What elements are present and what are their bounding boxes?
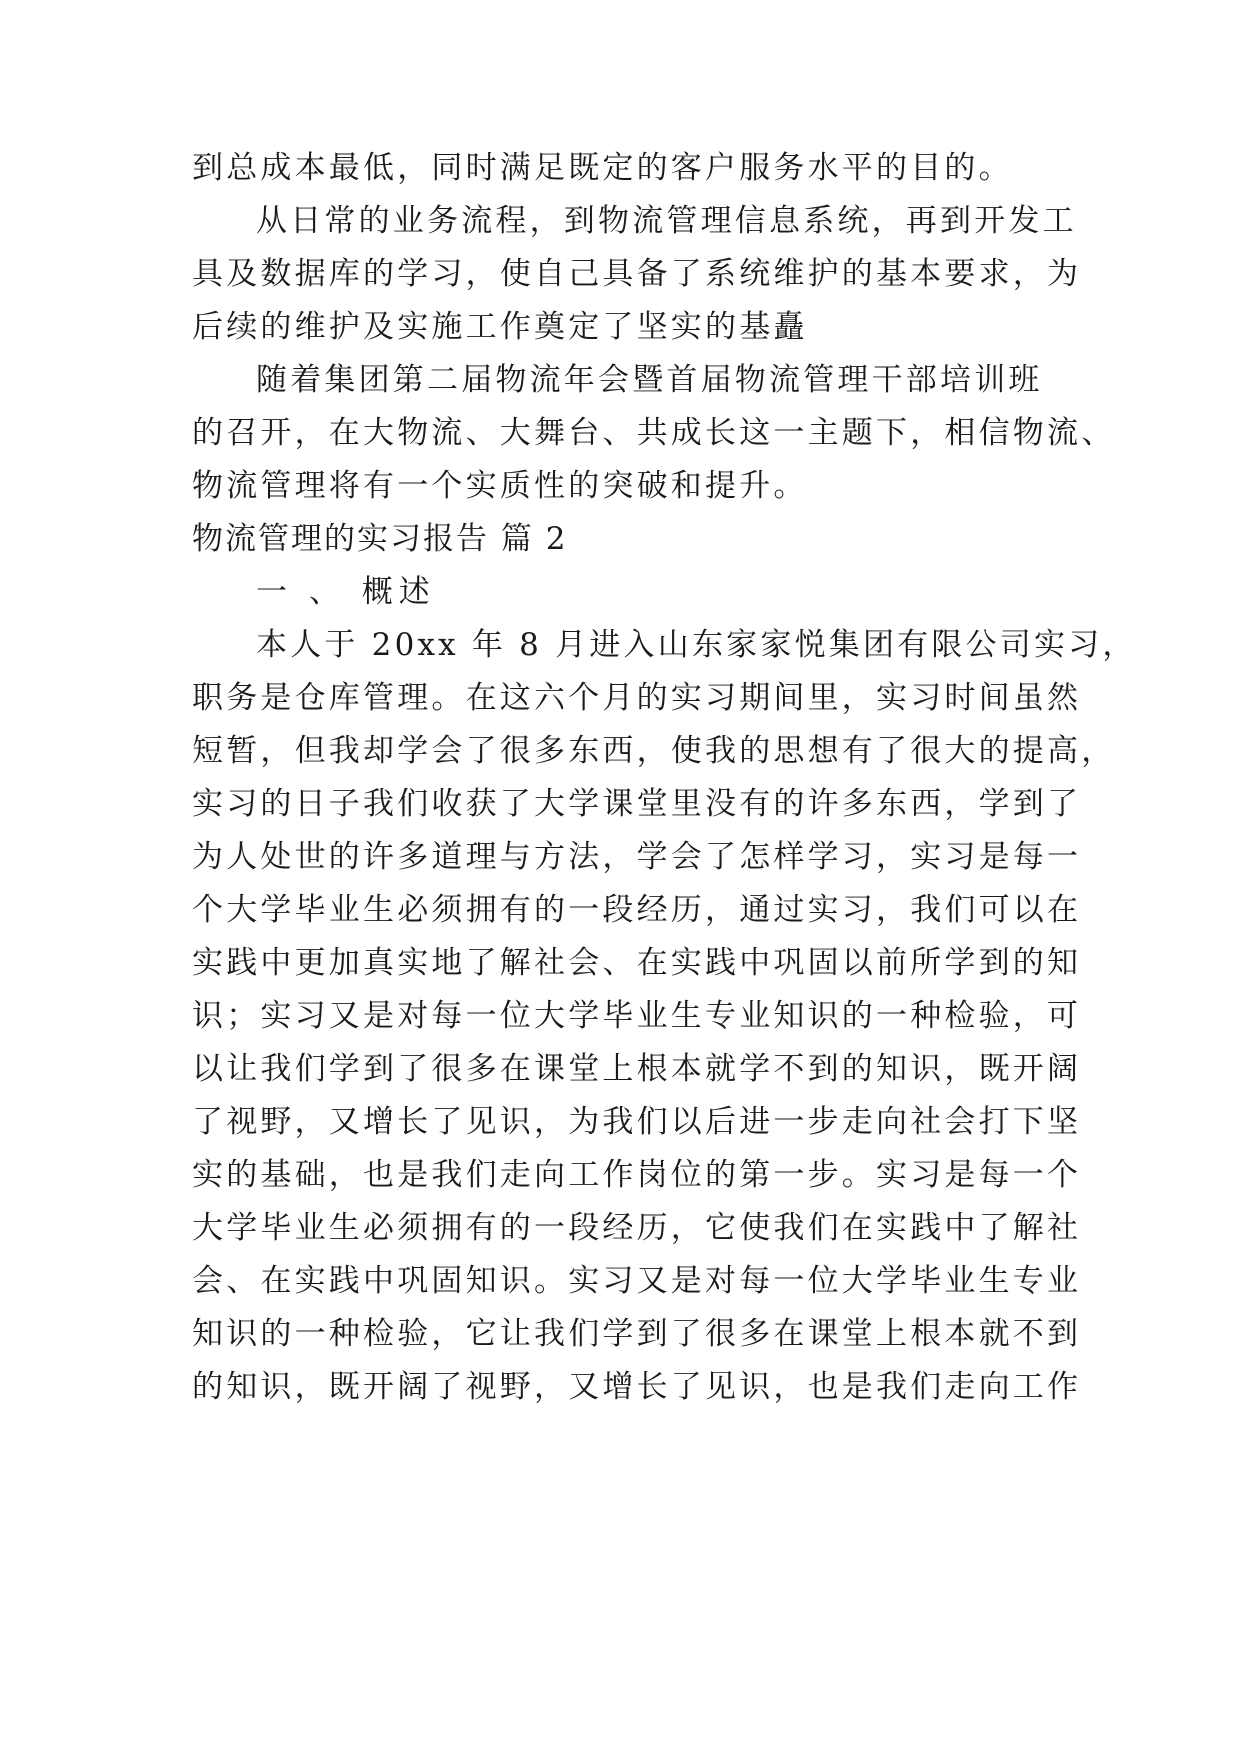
text-line: 后续的维护及实施工作奠定了坚实的基矗 bbox=[192, 309, 808, 345]
text-line: 的知识，既开阔了视野，又增长了见识，也是我们走向工作 bbox=[192, 1369, 1082, 1405]
text-line: 从日常的业务流程，到物流管理信息系统，再到开发工 bbox=[256, 203, 1077, 239]
text-line: 短暂，但我却学会了很多东西，使我的思想有了很大的提高， bbox=[192, 733, 1116, 769]
text-line: 实践中更加真实地了解社会、在实践中巩固以前所学到的知 bbox=[192, 945, 1082, 981]
section-title: 物流管理的实习报告 篇 2 bbox=[192, 521, 568, 557]
subsection-title: 一 、 概述 bbox=[256, 574, 436, 610]
text-line: 物流管理将有一个实质性的突破和提升。 bbox=[192, 468, 808, 504]
text-line: 实的基础，也是我们走向工作岗位的第一步。实习是每一个 bbox=[192, 1157, 1082, 1193]
text-line: 以让我们学到了很多在课堂上根本就学不到的知识，既开阔 bbox=[192, 1051, 1082, 1087]
text-line: 职务是仓库管理。在这六个月的实习期间里，实习时间虽然 bbox=[192, 680, 1082, 716]
text-line: 具及数据库的学习，使自己具备了系统维护的基本要求，为 bbox=[192, 256, 1082, 292]
text-line: 知识的一种检验，它让我们学到了很多在课堂上根本就不到 bbox=[192, 1316, 1082, 1352]
text-line: 识；实习又是对每一位大学毕业生专业知识的一种检验，可 bbox=[192, 998, 1082, 1034]
text-line: 了视野，又增长了见识，为我们以后进一步走向社会打下坚 bbox=[192, 1104, 1082, 1140]
text-line: 个大学毕业生必须拥有的一段经历，通过实习，我们可以在 bbox=[192, 892, 1082, 928]
text-line: 为人处世的许多道理与方法，学会了怎样学习，实习是每一 bbox=[192, 839, 1082, 875]
text-line: 的召开，在大物流、大舞台、共成长这一主题下，相信物流、 bbox=[192, 415, 1116, 451]
text-line: 实习的日子我们收获了大学课堂里没有的许多东西，学到了 bbox=[192, 786, 1082, 822]
text-line: 会、在实践中巩固知识。实习又是对每一位大学毕业生专业 bbox=[192, 1263, 1082, 1299]
text-line: 大学毕业生必须拥有的一段经历，它使我们在实践中了解社 bbox=[192, 1210, 1082, 1246]
text-line: 随着集团第二届物流年会暨首届物流管理干部培训班 bbox=[256, 362, 1043, 398]
text-line: 本人于 20xx 年 8 月进入山东家家悦集团有限公司实习， bbox=[256, 627, 1137, 663]
text-line: 到总成本最低，同时满足既定的客户服务水平的目的。 bbox=[192, 150, 1013, 186]
